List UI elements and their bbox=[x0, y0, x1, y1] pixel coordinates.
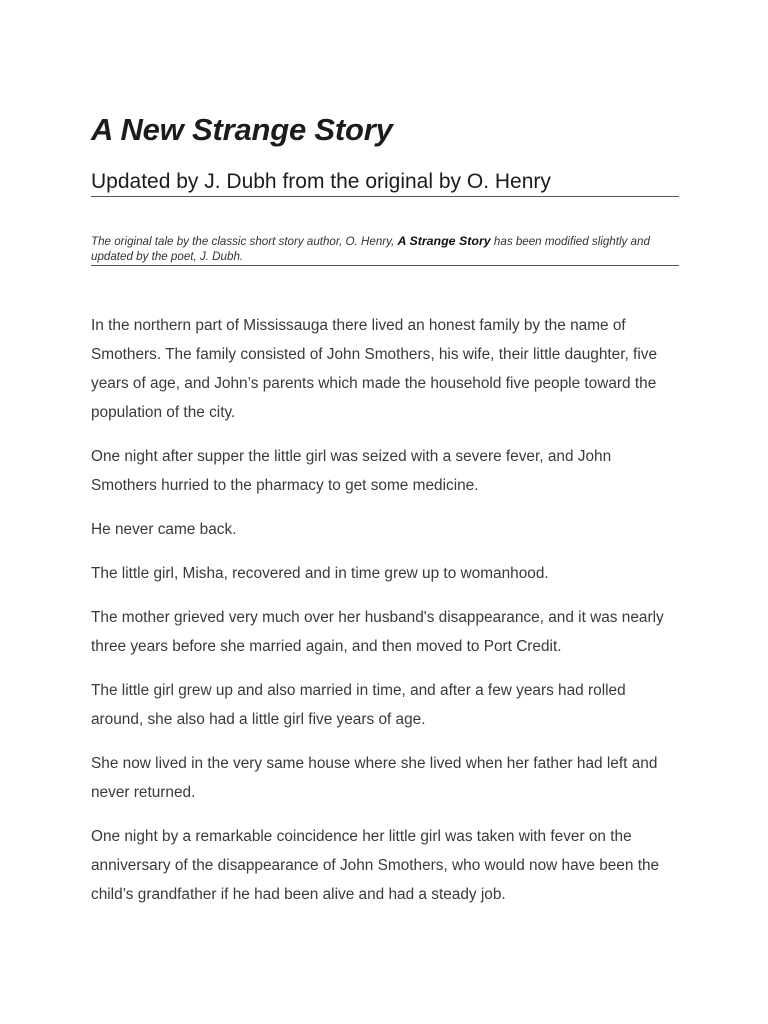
story-paragraph: She now lived in the very same house where she lived when her father had left and never returned. bbox=[91, 755, 658, 801]
story-paragraph: One night by a remarkable coincidence her little girl was taken with fever on the anniversary of the disappearance of John Smothers, who would now have been the child’s grandfather if he had been alive and had a steady job. bbox=[91, 828, 660, 903]
intro-text-after: has been modified slightly and updated by the poet, J. Dubh. bbox=[91, 235, 650, 263]
story-paragraph: The little girl grew up and also married in time, and after a few years had rolled around, she also had a little girl five years of age. bbox=[91, 682, 626, 728]
intro-note bbox=[91, 234, 679, 266]
story-paragraph: The mother grieved very much over her husband's disappearance, and it was nearly three years before she married again, and then moved to Port Credit. bbox=[91, 609, 664, 655]
story-paragraph: In the northern part of Mississauga there lived an honest family by the name of Smothers. The family consisted of John Smothers, his wife, their little daughter, five years of age, and John’s parents which made the household five people toward the population of the city. bbox=[91, 317, 658, 421]
intro-text-before: The original tale by the classic short story author, O. Henry, bbox=[91, 235, 398, 248]
story-paragraph: One night after supper the little girl was seized with a severe fever, and John Smothers hurried to the pharmacy to get some medicine. bbox=[91, 448, 612, 494]
story-body bbox=[91, 311, 679, 924]
page-title: A New Strange Story bbox=[91, 112, 393, 147]
intro-story-title: A Strange Story bbox=[397, 234, 491, 248]
story-paragraph: He never came back. bbox=[91, 521, 237, 538]
page-subtitle: Updated by J. Dubh from the original by O. Henry bbox=[91, 170, 679, 197]
story-paragraph: The little girl, Misha, recovered and in time grew up to womanhood. bbox=[91, 565, 549, 582]
